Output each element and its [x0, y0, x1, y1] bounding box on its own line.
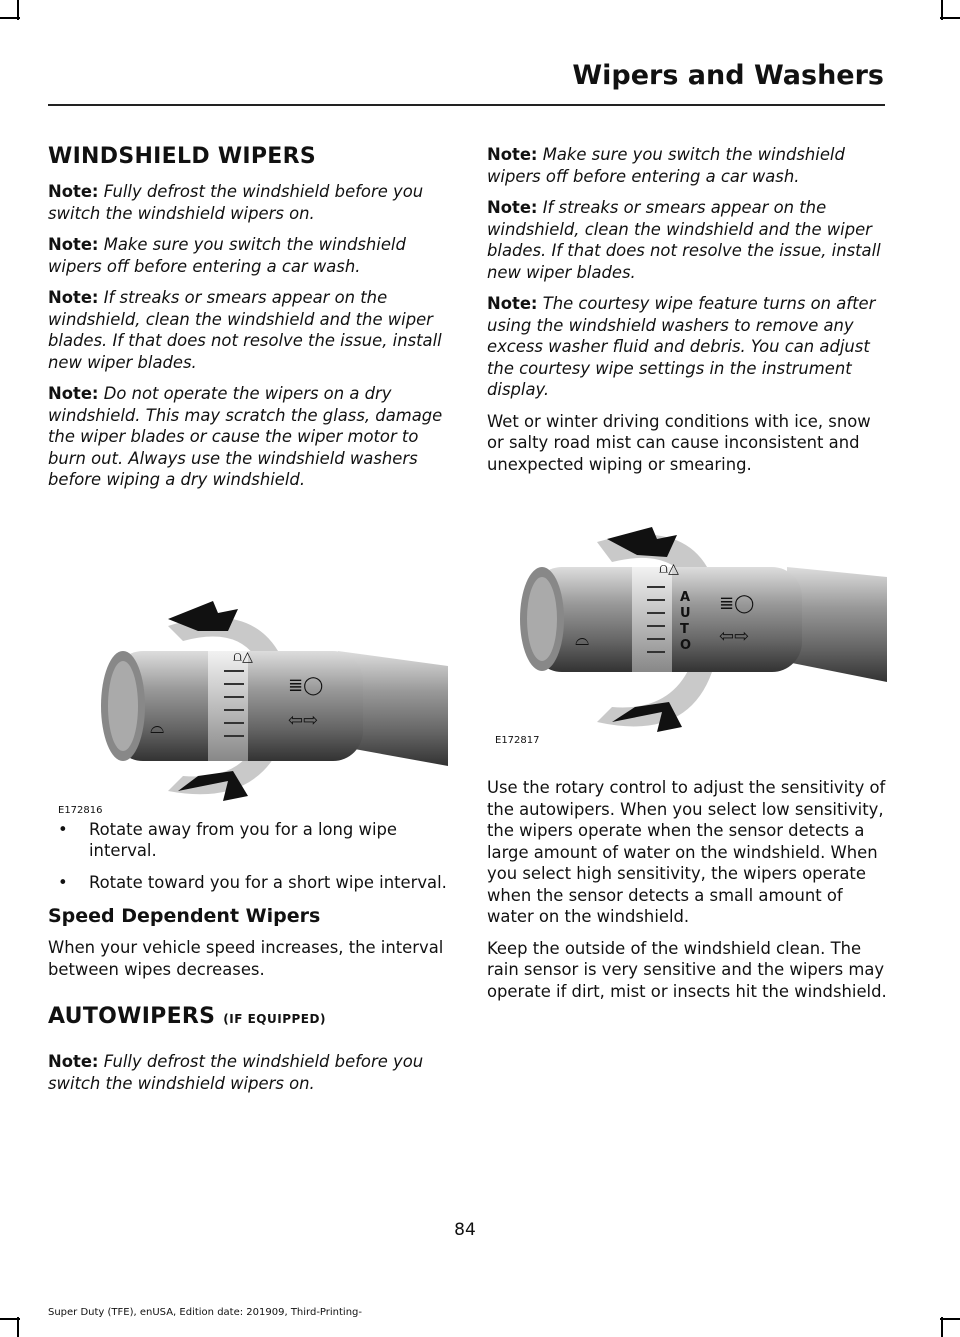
section-title-suffix: (IF EQUIPPED) [223, 1012, 326, 1026]
high-beam-icon: ≣◯ [719, 593, 755, 614]
note-label: Note: [48, 235, 99, 254]
subsection-title-speed-dependent: Speed Dependent Wipers [48, 905, 321, 927]
bullet-list [48, 819, 448, 894]
wiper-stalk-figure-1 [48, 501, 448, 816]
note-paragraph [48, 1051, 448, 1094]
note-paragraph [487, 293, 887, 401]
auto-letter: T [680, 622, 689, 637]
body-paragraph: Use the rotary control to adjust the sensitivity of the autowipers. When you select low sensitivity, the wipers operate when the sensor detects a large amount of water on the windshield. When you select high sensitivity, the wipers operate when the sensor detects a small amount of water on the windshield. [487, 778, 886, 926]
note-paragraph [487, 197, 887, 283]
body-paragraph: When your vehicle speed increases, the interval between wipes decreases. [48, 938, 444, 979]
note-label: Note: [487, 198, 538, 217]
note-text: Make sure you switch the windshield wipers off before entering a car wash. [48, 235, 406, 276]
body-paragraph: Wet or winter driving conditions with ice, snow or salty road mist can cause inconsistent and unexpected wiping or smearing. [487, 411, 871, 474]
crop-mark [941, 1317, 943, 1337]
figure-id: E172817 [495, 735, 540, 746]
list-item: • Rotate away from you for a long wipe interval. [48, 819, 448, 862]
note-label: Note: [487, 294, 538, 313]
note-text: If streaks or smears appear on the windshield, clean the windshield and the wiper blades. If that does not resolve the issue, install new wiper blades. [48, 288, 442, 372]
note-text: The courtesy wipe feature turns on after using the windshield washers to remove any excess washer fluid and debris. You can adjust the courtesy wipe settings in the instrument display. [487, 294, 876, 399]
note-paragraph [48, 287, 448, 373]
note-text: If streaks or smears appear on the windshield, clean the windshield and the wiper blades. If that does not resolve the issue, install new wiper blades. [487, 198, 881, 282]
crop-mark [0, 1318, 20, 1320]
auto-letter: U [680, 606, 691, 621]
note-text: Do not operate the wipers on a dry windshield. This may scratch the glass, damage the wiper blades or cause the wiper motor to burn out. Always use the windshield washers before wiping a dry windshield. [48, 384, 443, 489]
turn-signal-icon: ⇦⇨ [288, 709, 319, 731]
section-title-windshield-wipers: WINDSHIELD WIPERS [48, 144, 317, 169]
note-label: Note: [487, 145, 538, 164]
body-paragraph: Keep the outside of the windshield clean. The rain sensor is very sensitive and the wipers may operate if dirt, mist or insects hit the windshield. [487, 938, 887, 1001]
wash-symbol-icon: ⌓ [575, 629, 590, 650]
auto-letter: A [680, 590, 691, 605]
note-label: Note: [48, 182, 99, 201]
crop-mark [940, 17, 960, 19]
wiper-icon: ⩍△ [659, 561, 679, 577]
turn-signal-icon: ⇦⇨ [719, 626, 750, 647]
note-paragraph [48, 181, 448, 224]
page-header-title: Wipers and Washers [572, 60, 884, 91]
figure-id: E172816 [58, 804, 103, 816]
right-column [487, 144, 887, 1012]
crop-mark [17, 1317, 19, 1337]
crop-mark [0, 17, 20, 19]
note-text: Make sure you switch the windshield wipers off before entering a car wash. [487, 145, 845, 186]
autowiper-stalk-illustration [487, 497, 887, 757]
auto-letter: O [680, 638, 692, 653]
note-text: Fully defrost the windshield before you switch the windshield wipers on. [48, 1052, 424, 1093]
section-title-text: AUTOWIPERS [48, 1004, 216, 1029]
high-beam-icon: ≣◯ [288, 674, 324, 696]
wiper-icon: ⩍△ [233, 648, 253, 665]
note-label: Note: [48, 1052, 99, 1071]
note-text: Fully defrost the windshield before you switch the windshield wipers on. [48, 182, 424, 223]
note-label: Note: [48, 384, 99, 403]
wiper-stalk-illustration [48, 501, 448, 801]
edition-info: Super Duty (TFE), enUSA, Edition date: 201909, Third-Printing- [48, 1307, 363, 1318]
wiper-stalk-figure-2 [487, 497, 887, 777]
section-title-autowipers [48, 1004, 448, 1029]
note-label: Note: [48, 288, 99, 307]
page-number: 84 [454, 1220, 476, 1240]
left-column [48, 144, 448, 1104]
note-paragraph [487, 144, 887, 187]
list-item: • Rotate toward you for a short wipe interval. [48, 872, 448, 894]
wash-symbol-icon: ⌓ [150, 716, 165, 738]
crop-mark [940, 1318, 960, 1320]
header-divider [48, 104, 885, 106]
note-paragraph [48, 234, 448, 277]
note-paragraph [48, 383, 448, 491]
